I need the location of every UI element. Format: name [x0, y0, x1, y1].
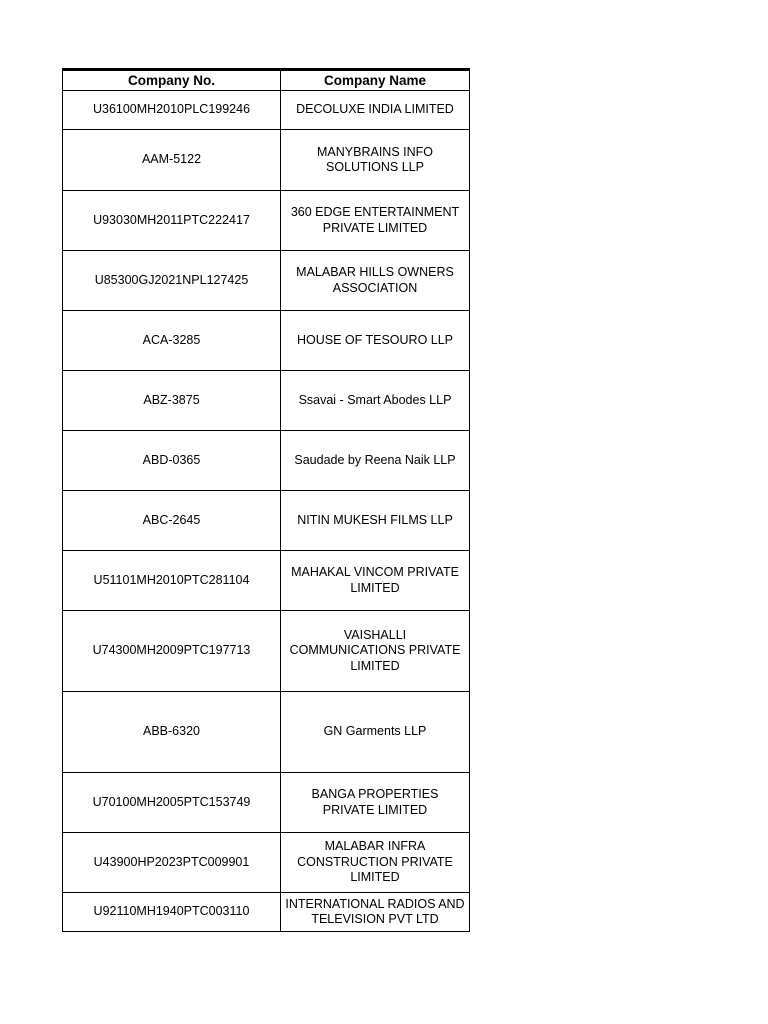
- table-row: [63, 773, 470, 833]
- table-row: [63, 191, 470, 251]
- table-row: [63, 692, 470, 773]
- company-no-cell: U51101MH2010PTC281104: [63, 551, 281, 611]
- company-no-cell: U93030MH2011PTC222417: [63, 191, 281, 251]
- table-row: [63, 833, 470, 893]
- company-name-cell: HOUSE OF TESOURO LLP: [281, 311, 470, 371]
- table-row: [63, 311, 470, 371]
- company-name-cell: INTERNATIONAL RADIOS AND TELEVISION PVT LTD: [281, 893, 470, 932]
- company-no-cell: U74300MH2009PTC197713: [63, 611, 281, 692]
- company-name-cell: NITIN MUKESH FILMS LLP: [281, 491, 470, 551]
- table-row: [63, 130, 470, 191]
- header-company-name: Company Name: [281, 70, 470, 91]
- company-name-cell: Ssavai - Smart Abodes LLP: [281, 371, 470, 431]
- company-no-cell: ABC-2645: [63, 491, 281, 551]
- table-row: [63, 251, 470, 311]
- company-no-cell: AAM-5122: [63, 130, 281, 191]
- header-row: [63, 70, 470, 91]
- header-company-no: Company No.: [63, 70, 281, 91]
- table-row: [63, 91, 470, 130]
- company-name-cell: BANGA PROPERTIES PRIVATE LIMITED: [281, 773, 470, 833]
- company-name-cell: GN Garments LLP: [281, 692, 470, 773]
- table-row: [63, 491, 470, 551]
- company-no-cell: ACA-3285: [63, 311, 281, 371]
- company-name-cell: MALABAR INFRA CONSTRUCTION PRIVATE LIMITED: [281, 833, 470, 893]
- table-row: [63, 371, 470, 431]
- company-name-cell: MANYBRAINS INFO SOLUTIONS LLP: [281, 130, 470, 191]
- table-body: [63, 91, 470, 932]
- table-row: [63, 893, 470, 932]
- company-no-cell: ABD-0365: [63, 431, 281, 491]
- company-name-cell: 360 EDGE ENTERTAINMENT PRIVATE LIMITED: [281, 191, 470, 251]
- table-row: [63, 611, 470, 692]
- company-no-cell: U85300GJ2021NPL127425: [63, 251, 281, 311]
- table-row: [63, 431, 470, 491]
- company-no-cell: ABZ-3875: [63, 371, 281, 431]
- company-no-cell: ABB-6320: [63, 692, 281, 773]
- company-name-cell: MAHAKAL VINCOM PRIVATE LIMITED: [281, 551, 470, 611]
- table-row: [63, 551, 470, 611]
- company-no-cell: U70100MH2005PTC153749: [63, 773, 281, 833]
- company-name-cell: VAISHALLI COMMUNICATIONS PRIVATE LIMITED: [281, 611, 470, 692]
- company-no-cell: U36100MH2010PLC199246: [63, 91, 281, 130]
- company-name-cell: DECOLUXE INDIA LIMITED: [281, 91, 470, 130]
- company-no-cell: U43900HP2023PTC009901: [63, 833, 281, 893]
- company-name-cell: MALABAR HILLS OWNERS ASSOCIATION: [281, 251, 470, 311]
- company-name-cell: Saudade by Reena Naik LLP: [281, 431, 470, 491]
- company-table: [62, 68, 470, 932]
- company-no-cell: U92110MH1940PTC003110: [63, 893, 281, 932]
